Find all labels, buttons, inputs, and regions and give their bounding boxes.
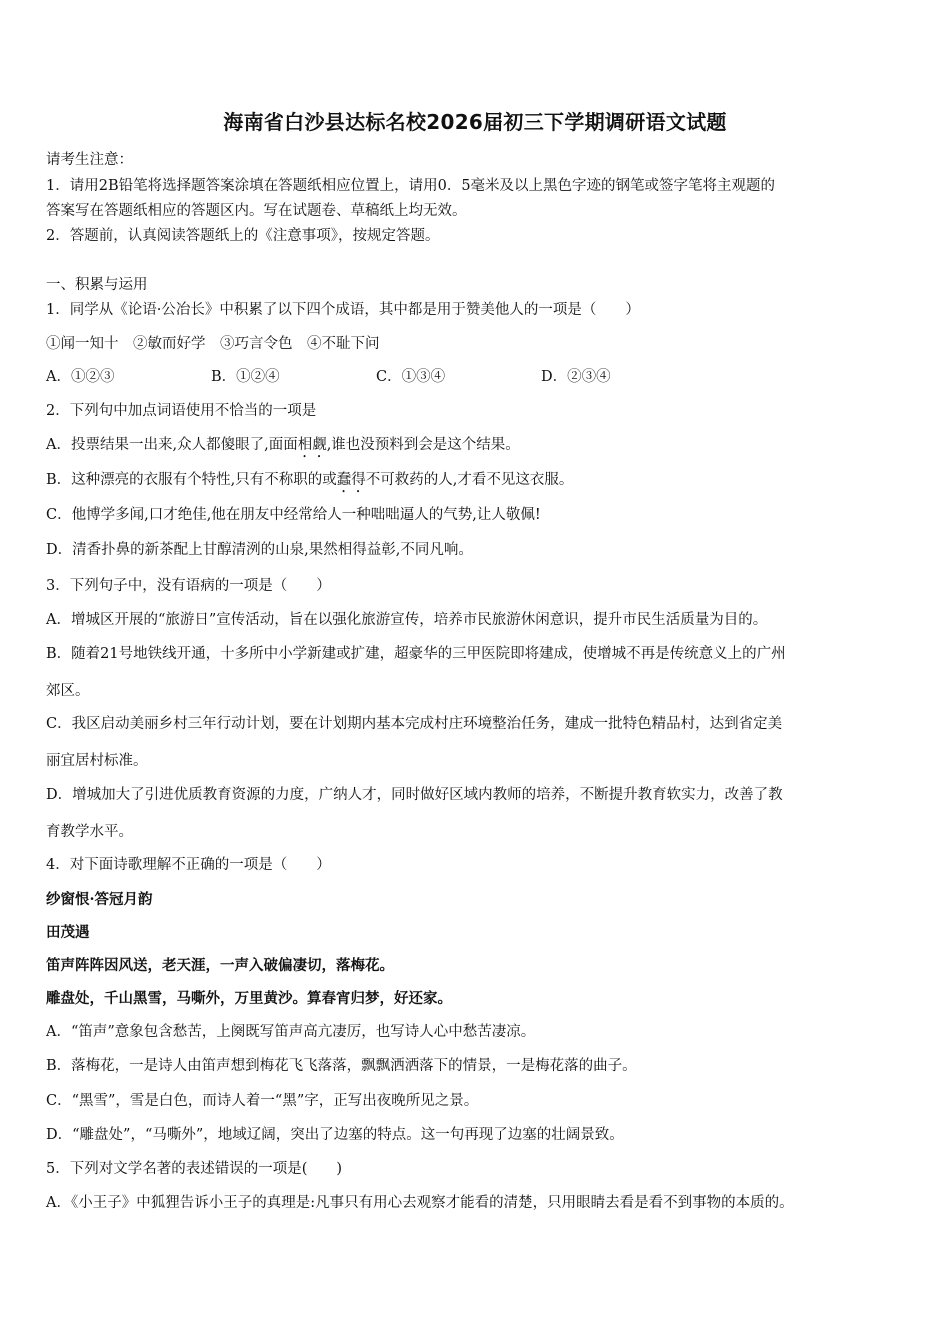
question-4-option-c: C．“黑雪”，雪是白色，而诗人着一“黑”字，正写出夜晚所见之景。	[46, 1093, 479, 1109]
question-5-stem: 5．下列对文学名著的表述错误的一项是( )	[46, 1161, 343, 1177]
question-3-option-b-line1: B．随着21号地铁线开通，十多所中小学新建或扩建，超豪华的三甲医院即将建成，使增城不再是传统意义上的广州	[46, 646, 786, 662]
question-1-option-d: D．②③④	[541, 369, 611, 385]
notice-line-1b: 答案写在答题纸相应的答题区内。写在试题卷、草稿纸上均无效。	[46, 203, 467, 219]
poem-author: 田茂遇	[46, 924, 90, 941]
notice-line-2: 2．答题前，认真阅读答题纸上的《注意事项》，按规定答题。	[46, 228, 440, 244]
question-2-option-d: D．清香扑鼻的新茶配上甘醇清洌的山泉,果然相得益彰,不同凡响。	[46, 542, 473, 558]
question-3-option-c-line1: C．我区启动美丽乡村三年行动计划，要在计划期内基本完成村庄环境整治任务，建成一批特色精品村，达到省定美	[46, 716, 783, 732]
question-1-items: ①闻一知十 ②敏而好学 ③巧言令色 ④不耻下问	[46, 336, 380, 352]
page-title: 海南省白沙县达标名校2026届初三下学期调研语文试题	[223, 110, 727, 134]
question-4-option-d: D．“雕盘处”，“马嘶外”，地域辽阔，突出了边塞的特点。这一句再现了边塞的壮阔景致。	[46, 1127, 624, 1143]
question-1-option-b: B．①②④	[211, 369, 280, 385]
section-heading: 一、积累与运用	[46, 277, 148, 293]
question-2-option-c: C．他博学多闻,口才绝佳,他在朋友中经常给人一种咄咄逼人的气势,让人敬佩!	[46, 507, 541, 523]
notice-line-1a: 1．请用2B铅笔将选择题答案涂填在答题纸相应位置上，请用0．5毫米及以上黑色字迹的钢笔或签字笔将主观题的	[46, 178, 776, 194]
question-2-option-b: B．这种漂亮的衣服有个特性,只有不称职的或蠢得不可救药的人,才看不见这衣服。	[46, 472, 574, 488]
emphasized-word: 相觑	[297, 437, 327, 453]
question-4-stem: 4．对下面诗歌理解不正确的一项是（ ）	[46, 857, 331, 873]
emphasized-word: 蠢得	[336, 472, 366, 488]
question-4-option-a: A．“笛声”意象包含愁苦，上阕既写笛声高亢凄厉，也写诗人心中愁苦凄凉。	[46, 1024, 536, 1040]
question-2-option-a: A．投票结果一出来,众人都傻眼了,面面相觑,谁也没预料到会是这个结果。	[46, 437, 520, 453]
poem-line-1: 笛声阵阵因风送，老天涯，一声入破偏凄切，落梅花。	[46, 957, 394, 974]
question-5-option-a: A．《小王子》中狐狸告诉小王子的真理是:凡事只有用心去观察才能看的清楚，只用眼睛去看是看不到事物的本质的。	[46, 1195, 794, 1211]
poem-title: 纱窗恨·答冠月韵	[46, 891, 153, 908]
question-3-option-c-line2: 丽宜居村标准。	[46, 753, 148, 769]
question-3-stem: 3．下列句子中，没有语病的一项是（ ）	[46, 578, 331, 594]
notice-heading: 请考生注意：	[46, 152, 133, 168]
question-3-option-d-line1: D．增城加大了引进优质教育资源的力度，广纳人才，同时做好区域内教师的培养，不断提升教育软实力，改善了教	[46, 787, 783, 803]
question-1-option-a: A．①②③	[46, 369, 115, 385]
question-3-option-d-line2: 育教学水平。	[46, 824, 133, 840]
question-3-option-b-line2: 郊区。	[46, 683, 90, 699]
question-1-stem: 1．同学从《论语·公冶长》中积累了以下四个成语，其中都是用于赞美他人的一项是（ ）	[46, 302, 640, 318]
question-4-option-b: B．落梅花，一是诗人由笛声想到梅花飞飞落落，飘飘洒洒落下的情景，一是梅花落的曲子。	[46, 1058, 637, 1074]
question-3-option-a: A．增城区开展的“旅游日”宣传活动，旨在以强化旅游宣传，培养市民旅游休闲意识，提升市民生活质量为目的。	[46, 612, 768, 628]
question-1-option-c: C．①③④	[376, 369, 446, 385]
poem-line-2: 雕盘处，千山黑雪，马嘶外，万里黄沙。算春宵归梦，好还家。	[46, 990, 452, 1007]
question-2-stem: 2．下列句中加点词语使用不恰当的一项是	[46, 403, 317, 419]
